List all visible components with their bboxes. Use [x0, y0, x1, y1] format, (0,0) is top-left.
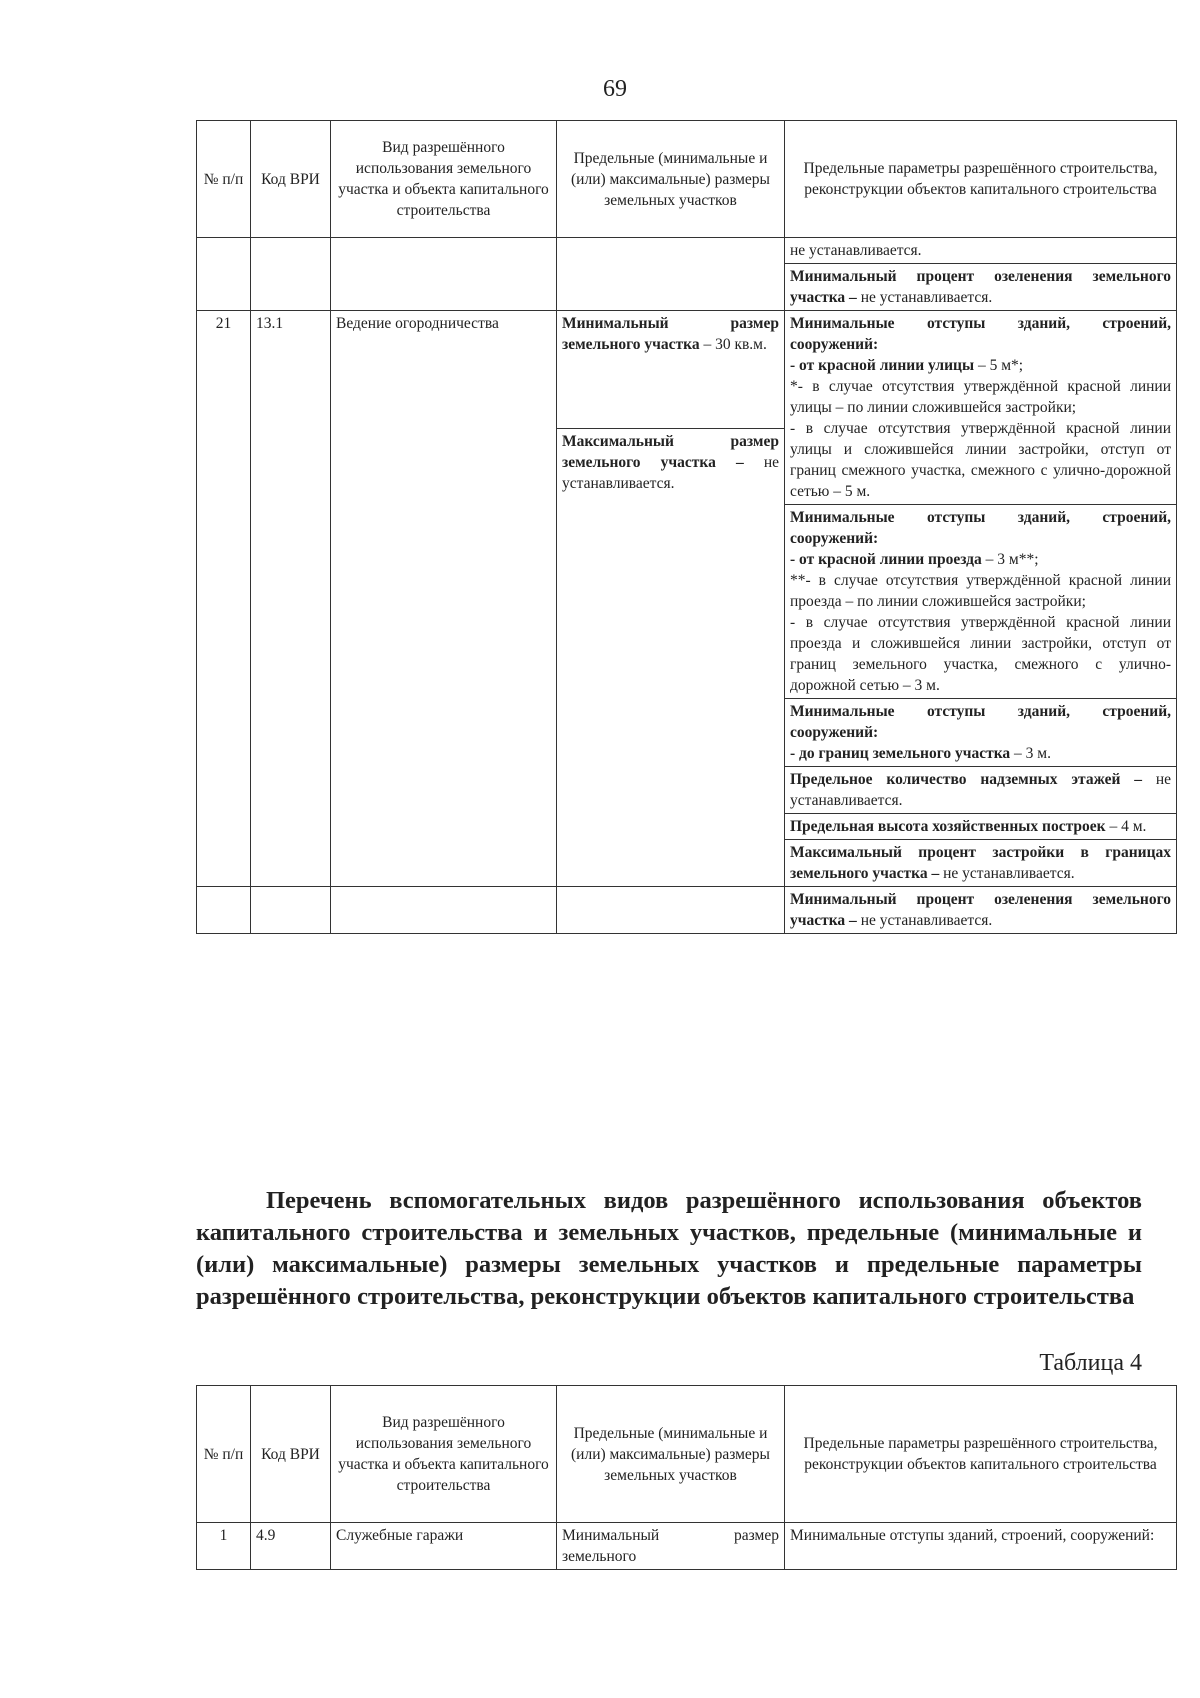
param-value: – 4 м. [1109, 818, 1147, 835]
header-code: Код ВРИ [251, 1386, 331, 1523]
header-code: Код ВРИ [251, 121, 331, 238]
header-type: Вид разрешённого использования земельного участка и объекта капитального строительства [331, 121, 557, 238]
param-note: - в случае отсутствия утверждённой красной линии проезда и сложившейся линии застройки, отступ от границ земельного участка, смежного с улично-дорожной сетью – 3 м. [790, 614, 1171, 694]
param-value: не устанавливается. [943, 865, 1075, 882]
header-type: Вид разрешённого использования земельного участка и объекта капитального строительства [331, 1386, 557, 1523]
param-sub: - до границ земельного участка [790, 745, 1011, 762]
table-row [197, 311, 1177, 429]
section-title: Перечень вспомогательных видов разрешённого использования объектов капитального строительства и земельных участков, предельные (минимальные и (или) максимальные) размеры земельных участков и предельные параметры разрешённого строительства, реконструкции объектов капитального строительства [196, 1187, 1142, 1310]
table-row [197, 1523, 1177, 1570]
param-offset-driveway [785, 505, 1177, 699]
row-num: 1 [197, 1523, 251, 1570]
cell-empty [331, 238, 557, 311]
row-num: 21 [197, 311, 251, 887]
size-value: не устанавливается. [562, 454, 780, 492]
row-code: 4.9 [251, 1523, 331, 1570]
size-label: Минимальный размер земельного [557, 1523, 785, 1570]
size-label: Максимальный размер земельного участка – [562, 433, 779, 471]
param-note: *- в случае отсутствия утверждённой красной линии улицы – по линии сложившейся застройки; [790, 378, 1171, 416]
param-value: не устанавливается. [860, 289, 993, 306]
param-continuation: не устанавливается. [785, 238, 1177, 264]
table-row [197, 238, 1177, 264]
param-floors [785, 767, 1177, 814]
param-label: Минимальные отступы зданий, строений, сооружений: [785, 1523, 1177, 1570]
cell-empty [197, 887, 251, 934]
row-code: 13.1 [251, 311, 331, 887]
row-type: Служебные гаражи [331, 1523, 557, 1570]
param-build-percent [785, 840, 1177, 887]
row-type: Ведение огородничества [331, 311, 557, 887]
param-note: - в случае отсутствия утверждённой красной линии улицы и сложившейся линии застройки, отступ от границ смежного участка, смежного с улично-дорожной сетью – 5 м. [790, 420, 1171, 500]
param-note: **- в случае отсутствия утверждённой красной линии проезда – по линии сложившейся застройки; [790, 572, 1171, 610]
param-sub: - от красной линии улицы [790, 357, 975, 374]
header-num: № п/п [197, 1386, 251, 1523]
param-value: – 3 м**; [985, 551, 1039, 568]
cell-empty [557, 238, 785, 311]
param-height [785, 814, 1177, 840]
param-label: Максимальный процент застройки в границах земельного участка – [790, 844, 1171, 882]
param-title: Минимальные отступы зданий, строений, сооружений: [790, 703, 1171, 741]
table-header-row [197, 121, 1177, 238]
header-sizes: Предельные (минимальные и (или) максимальные) размеры земельных участков [557, 121, 785, 238]
size-min [557, 311, 785, 429]
param-label: Минимальный процент озеленения земельного участка – [790, 268, 1171, 306]
table-label: Таблица 4 [1039, 1350, 1142, 1376]
table-row [197, 887, 1177, 934]
param-label: Предельное количество надземных этажей – [790, 771, 1142, 788]
param-label: Предельная высота хозяйственных построек [790, 818, 1106, 835]
table-header-row [197, 1386, 1177, 1523]
param-offset-street [785, 311, 1177, 505]
param-label: Минимальный процент озеленения земельного участка – [790, 891, 1171, 929]
page-number: 69 [603, 76, 627, 102]
header-num: № п/п [197, 121, 251, 238]
param-value: не устанавливается. [860, 912, 993, 929]
param-green-percent [785, 887, 1177, 934]
size-value: – 30 кв.м. [703, 336, 767, 353]
cell-empty [251, 238, 331, 311]
param-offset-boundary [785, 699, 1177, 767]
size-label: Минимальный размер земельного участка [562, 315, 779, 353]
param-value: – 5 м*; [977, 357, 1024, 374]
param-green-percent [785, 264, 1177, 311]
size-max [557, 429, 785, 887]
header-sizes: Предельные (минимальные и (или) максимальные) размеры земельных участков [557, 1386, 785, 1523]
cell-empty [557, 887, 785, 934]
param-value: не устанавливается. [790, 771, 1171, 809]
param-sub: - от красной линии проезда [790, 551, 982, 568]
cell-empty [251, 887, 331, 934]
auxiliary-uses-table [196, 1385, 1177, 1570]
header-params: Предельные параметры разрешённого строительства, реконструкции объектов капитального строительства [785, 1386, 1177, 1523]
cell-empty [197, 238, 251, 311]
param-title: Минимальные отступы зданий, строений, сооружений: [790, 315, 1171, 353]
header-params: Предельные параметры разрешённого строительства, реконструкции объектов капитального строительства [785, 121, 1177, 238]
cell-empty [331, 887, 557, 934]
param-value: – 3 м. [1014, 745, 1051, 762]
param-title: Минимальные отступы зданий, строений, сооружений: [790, 509, 1171, 547]
regulations-table-continued [196, 120, 1177, 934]
